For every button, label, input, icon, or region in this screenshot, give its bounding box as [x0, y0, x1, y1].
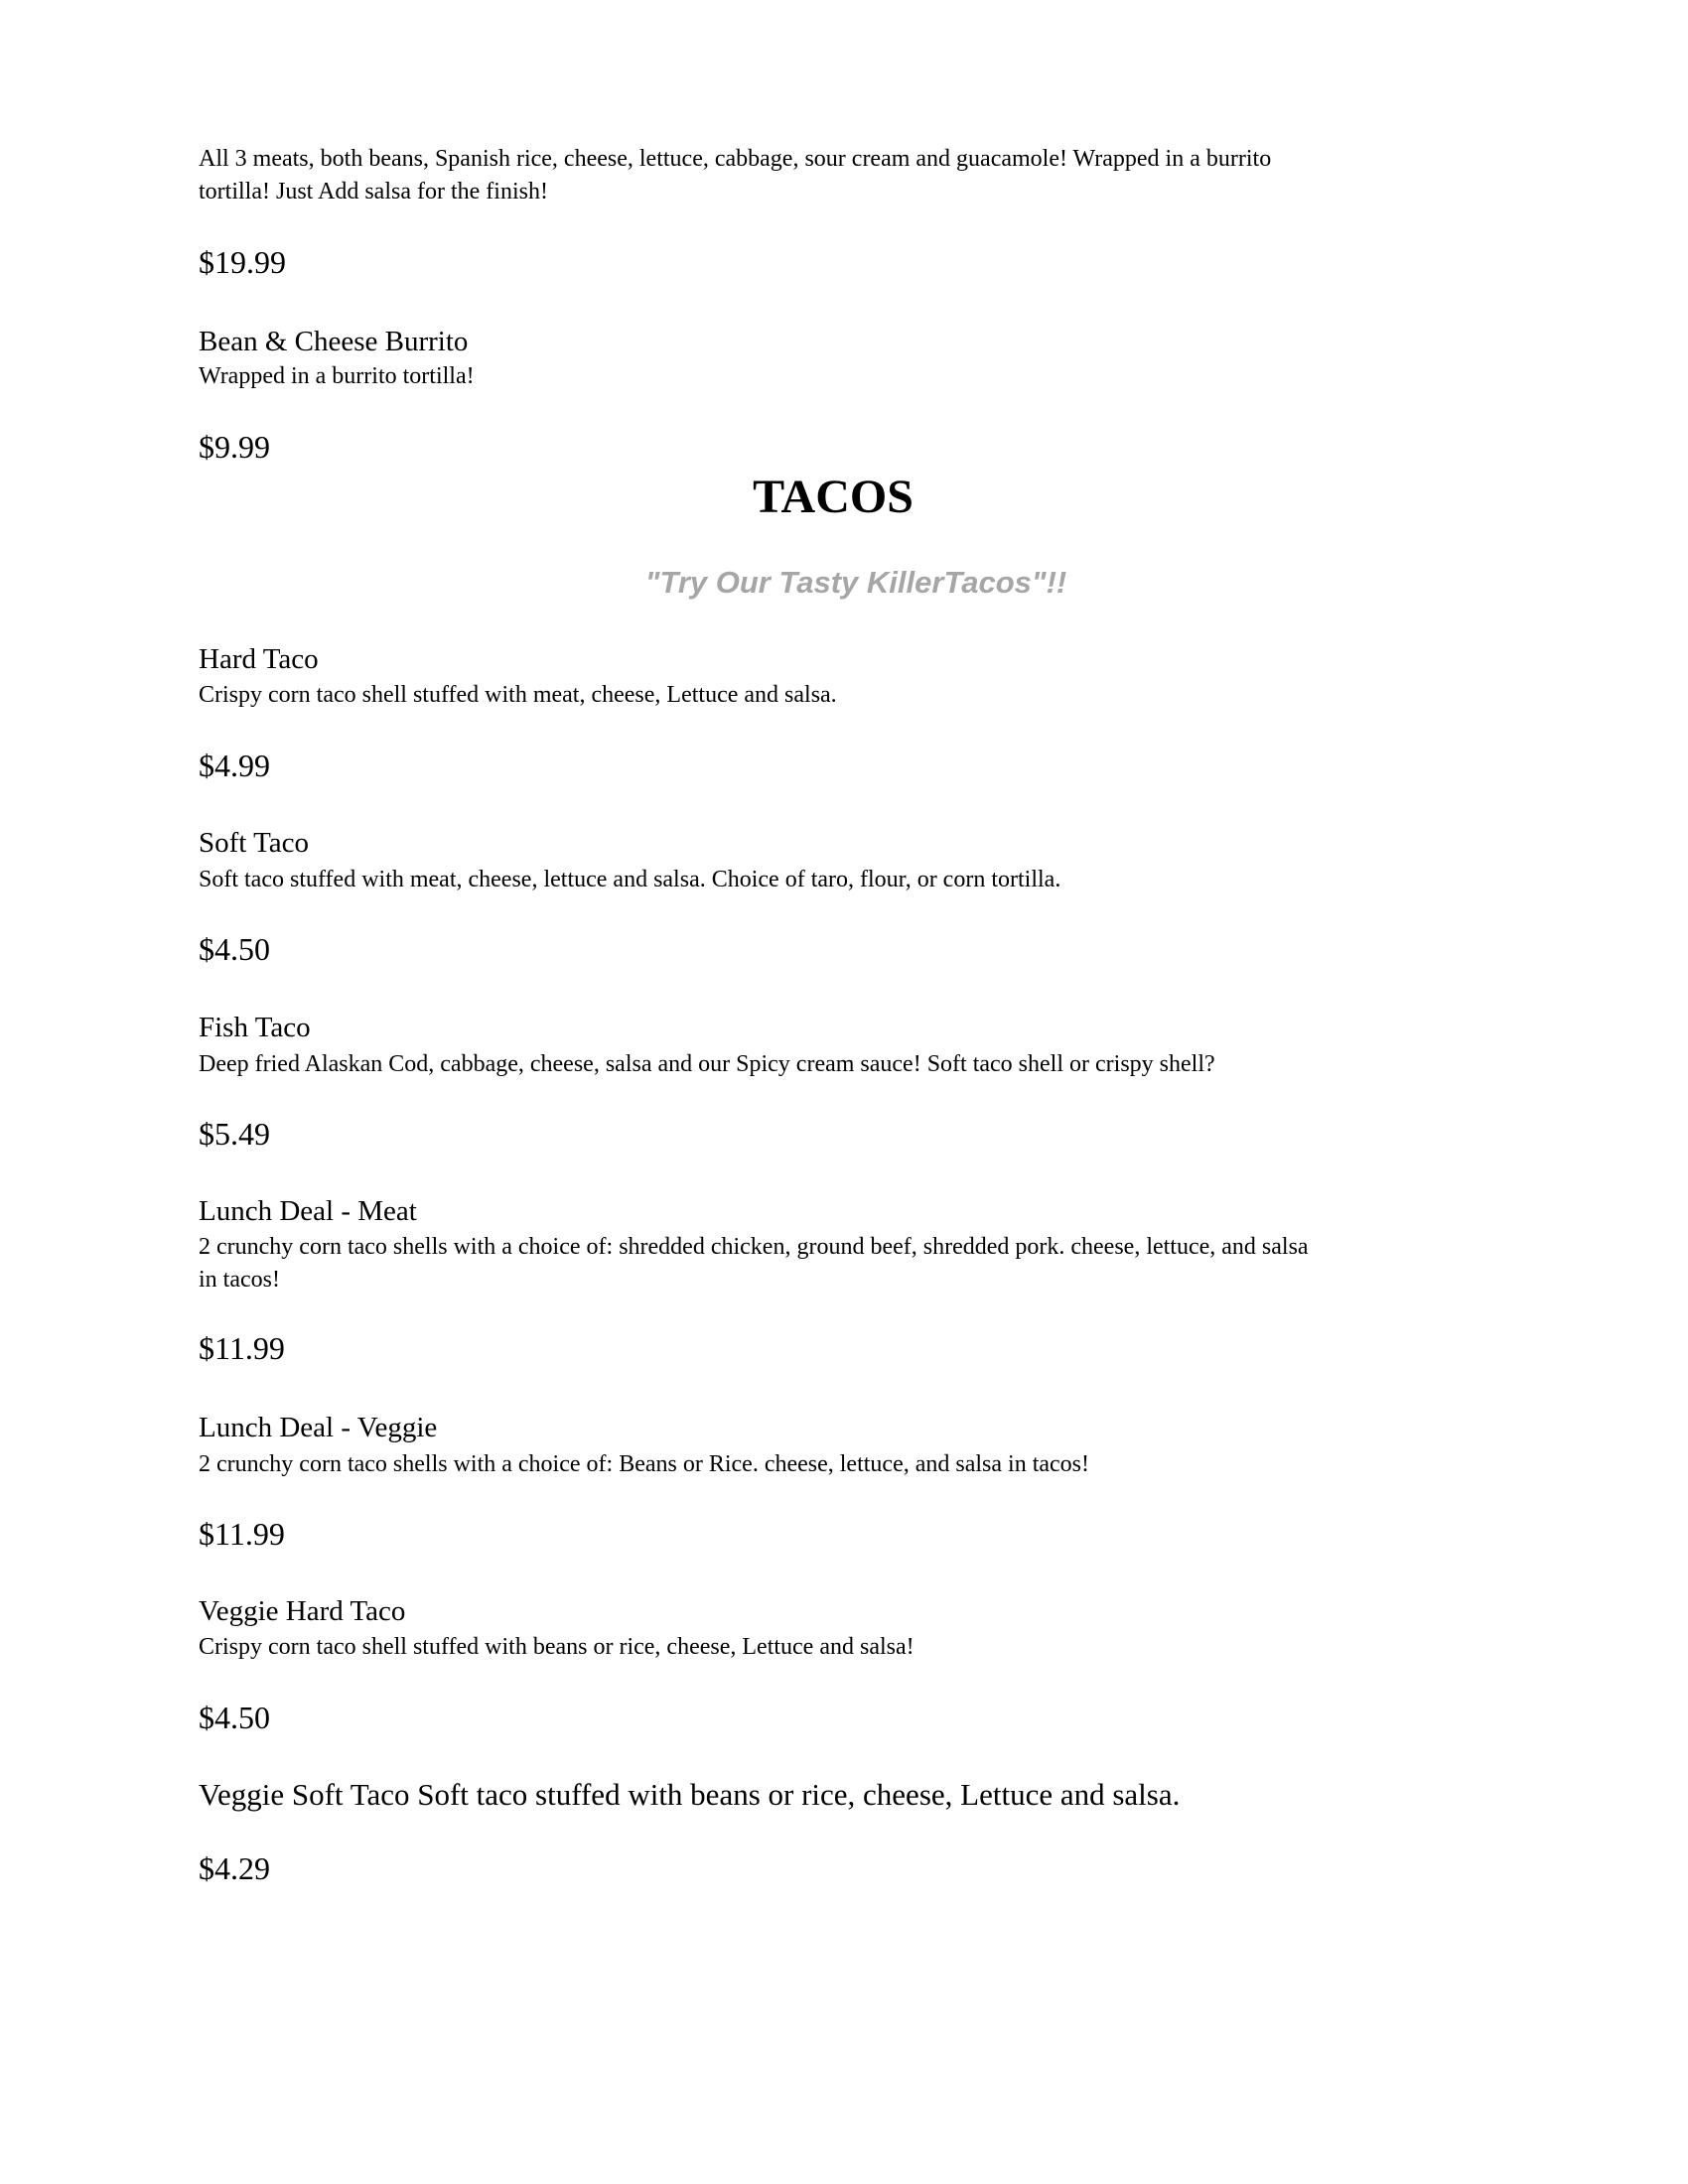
item-name: Lunch Deal - Meat [199, 1195, 417, 1227]
item-description: All 3 meats, both beans, Spanish rice, cheese, lettuce, cabbage, sour cream and guacamole! Wrapped in a burrito [199, 146, 1272, 172]
item-name: Soft Taco [199, 827, 310, 859]
item-price: $4.50 [199, 931, 270, 967]
item-name: Fish Taco [199, 1012, 311, 1043]
section-title-tacos [0, 471, 1688, 523]
item-name: Lunch Deal - Veggie [199, 1412, 438, 1443]
item-price: $4.99 [199, 748, 270, 783]
item-name: Bean & Cheese Burrito [199, 326, 469, 357]
item-description: 2 crunchy corn taco shells with a choice of: shredded chicken, ground beef, shredded pork. cheese, lettuce, and salsa [199, 1234, 1309, 1260]
item-description: Deep fried Alaskan Cod, cabbage, cheese, salsa and our Spicy cream sauce! Soft taco shell or crispy shell? [199, 1051, 1215, 1077]
item-description: tortilla! Just Add salsa for the finish! [199, 179, 548, 205]
tagline-text: "Try Our Tasty KillerTacos"!! [644, 565, 1067, 600]
item-description: 2 crunchy corn taco shells with a choice of: Beans or Rice. cheese, lettuce, and salsa in tacos! [199, 1451, 1089, 1477]
item-name: Veggie Hard Taco [199, 1595, 406, 1627]
item-price: $11.99 [199, 1330, 285, 1366]
item-price: $9.99 [199, 429, 270, 465]
item-description: Crispy corn taco shell stuffed with beans or rice, cheese, Lettuce and salsa! [199, 1634, 914, 1660]
item-description: Crispy corn taco shell stuffed with meat, cheese, Lettuce and salsa. [199, 682, 837, 708]
item-price: $5.49 [199, 1116, 270, 1152]
item-name: Hard Taco [199, 643, 319, 675]
section-tagline [0, 567, 1688, 598]
item-description: Soft taco stuffed with meat, cheese, lettuce and salsa. Choice of taro, flour, or corn tortilla. [199, 867, 1061, 892]
item-price: $11.99 [199, 1516, 285, 1552]
item-name-and-description: Veggie Soft Taco Soft taco stuffed with beans or rice, cheese, Lettuce and salsa. [199, 1777, 1181, 1812]
item-price: $4.29 [199, 1850, 270, 1886]
item-description: in tacos! [199, 1267, 280, 1293]
section-title-text: TACOS [753, 471, 914, 523]
item-description: Wrapped in a burrito tortilla! [199, 363, 475, 389]
item-price: $4.50 [199, 1700, 270, 1735]
item-price: $19.99 [199, 244, 286, 280]
